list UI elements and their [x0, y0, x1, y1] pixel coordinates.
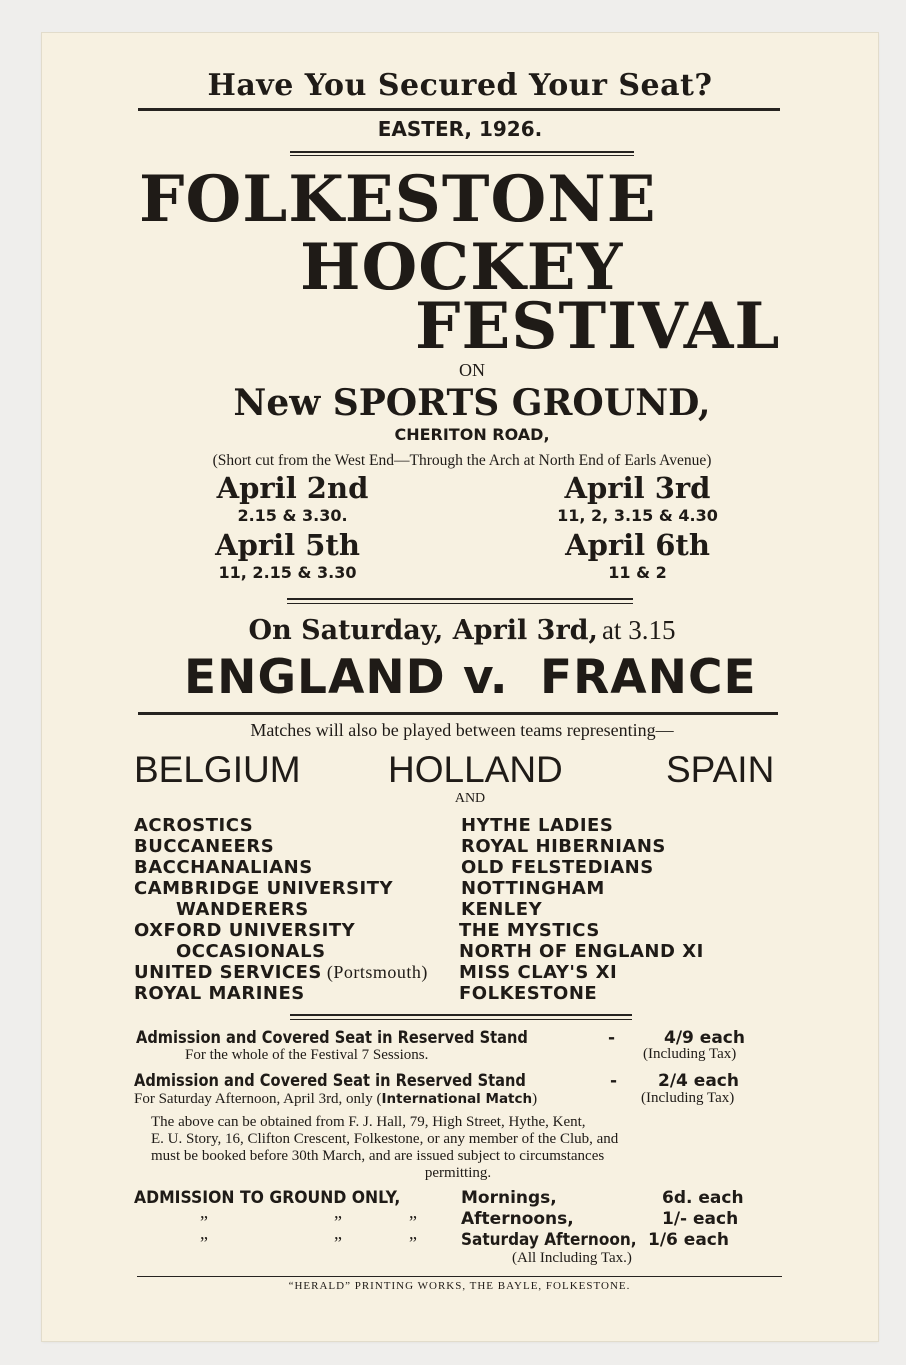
- ditto-mark: ”: [200, 1233, 208, 1253]
- booking-line: must be booked before 30th March, and are issued subject to circumstances: [151, 1148, 605, 1164]
- divider: [137, 1276, 782, 1277]
- ditto-mark: ”: [334, 1212, 342, 1232]
- ditto-mark: ”: [200, 1212, 208, 1232]
- feature-when-time: at 3.15: [601, 615, 676, 645]
- ground-price: 1/6 each: [648, 1230, 729, 1250]
- admission-dash: -: [608, 1028, 616, 1048]
- schedule-times: 11 & 2: [608, 563, 667, 582]
- admission-saturday-label: Admission and Covered Seat in Reserved Stand: [134, 1071, 526, 1091]
- country-holland: HOLLAND: [388, 749, 563, 790]
- club-name: ROYAL HIBERNIANS: [461, 836, 666, 857]
- country-belgium: BELGIUM: [134, 749, 301, 790]
- booking-line: E. U. Story, 16, Clifton Crescent, Folkestone, or any member of the Club, and: [151, 1131, 619, 1147]
- international-match: International Match: [381, 1091, 533, 1107]
- club-name: UNITED SERVICES: [134, 962, 322, 983]
- club-name: ROYAL MARINES: [134, 983, 305, 1004]
- divider: [290, 151, 634, 153]
- ground-session: Afternoons,: [461, 1209, 574, 1229]
- club-name: OCCASIONALS: [176, 941, 326, 962]
- ground-label: ADMISSION TO GROUND ONLY,: [134, 1188, 401, 1208]
- club-note: (Portsmouth): [326, 962, 428, 982]
- ground-price: 6d. each: [662, 1188, 744, 1208]
- feature-when-bold: On Saturday, April 3rd,: [248, 615, 598, 646]
- admission-saturday-sub: For Saturday Afternoon, April 3rd, only (International Match): [134, 1091, 538, 1107]
- title-line-2: HOCKEY: [300, 230, 624, 305]
- club-name: ACROSTICS: [134, 815, 254, 836]
- title-line-3: FESTIVAL: [415, 289, 781, 364]
- divider: [138, 108, 780, 111]
- club-name: OLD FELSTEDIANS: [461, 857, 654, 878]
- ground-price: 1/- each: [662, 1209, 739, 1229]
- club-name: WANDERERS: [176, 899, 309, 920]
- admission-festival-tax: (Including Tax): [643, 1046, 737, 1062]
- club-name: BUCCANEERS: [134, 836, 275, 857]
- printer-imprint: “HERALD” PRINTING WORKS, THE BAYLE, FOLKESTONE.: [288, 1280, 631, 1292]
- admission-festival-label: Admission and Covered Seat in Reserved Stand: [136, 1028, 528, 1048]
- feature-team-2: FRANCE: [540, 650, 757, 705]
- club-name: HYTHE LADIES: [461, 815, 614, 836]
- divider: [287, 603, 633, 604]
- admission-saturday-tax: (Including Tax): [641, 1090, 735, 1106]
- feature-when: [140, 615, 784, 646]
- and-label: AND: [454, 791, 486, 806]
- divider: [287, 598, 633, 600]
- feature-team-1: ENGLAND: [184, 650, 446, 705]
- venue-name: New SPORTS GROUND,: [233, 382, 711, 424]
- teams-intro: Matches will also be played between teams representing—: [250, 720, 674, 740]
- club-name: NOTTINGHAM: [461, 878, 605, 899]
- schedule-date: April 6th: [565, 528, 710, 562]
- title-line-1: FOLKESTONE: [139, 162, 657, 237]
- ditto-mark: ”: [409, 1233, 417, 1253]
- ditto-mark: ”: [334, 1233, 342, 1253]
- admission-festival-price: 4/9 each: [664, 1028, 745, 1048]
- divider: [138, 712, 778, 715]
- schedule-times: 11, 2, 3.15 & 4.30: [557, 506, 718, 525]
- club-name: MISS CLAY'S XI: [459, 962, 618, 983]
- schedule-times: 11, 2.15 & 3.30: [218, 563, 357, 582]
- booking-line: The above can be obtained from F. J. Hall, 79, High Street, Hythe, Kent,: [151, 1114, 586, 1130]
- divider: [290, 1019, 632, 1020]
- ground-session: Mornings,: [461, 1188, 557, 1208]
- admission-dash: -: [610, 1071, 618, 1091]
- schedule-date: April 3rd: [564, 471, 711, 505]
- admission-saturday-price: 2/4 each: [658, 1071, 739, 1091]
- admission-festival-sub: For the whole of the Festival 7 Sessions.: [185, 1047, 429, 1063]
- club-name: BACCHANALIANS: [134, 857, 313, 878]
- club-name: KENLEY: [461, 899, 543, 920]
- booking-line: permitting.: [424, 1165, 492, 1181]
- venue-directions: (Short cut from the West End—Through the Arch at North End of Earls Avenue): [212, 452, 712, 469]
- club-row: [134, 962, 428, 983]
- club-name: CAMBRIDGE UNIVERSITY: [134, 878, 394, 899]
- club-name: FOLKESTONE: [459, 983, 598, 1004]
- venue-on: ON: [459, 360, 485, 380]
- event-date: EASTER, 1926.: [377, 117, 543, 141]
- schedule-date: April 2nd: [216, 471, 369, 505]
- divider: [290, 1014, 632, 1016]
- schedule-date: April 5th: [215, 528, 360, 562]
- schedule-times: 2.15 & 3.30.: [237, 506, 348, 525]
- divider: [290, 155, 634, 156]
- ditto-mark: ”: [409, 1212, 417, 1232]
- ground-note: (All Including Tax.): [512, 1250, 632, 1266]
- country-spain: SPAIN: [666, 749, 775, 790]
- club-name: NORTH OF ENGLAND XI: [459, 941, 704, 962]
- ground-session: Saturday Afternoon,: [461, 1230, 637, 1250]
- feature-vs: v.: [463, 650, 508, 705]
- venue-road: CHERITON ROAD,: [394, 425, 550, 444]
- headline: Have You Secured Your Seat?: [207, 68, 713, 103]
- club-name: OXFORD UNIVERSITY: [134, 920, 356, 941]
- club-name: THE MYSTICS: [459, 920, 600, 941]
